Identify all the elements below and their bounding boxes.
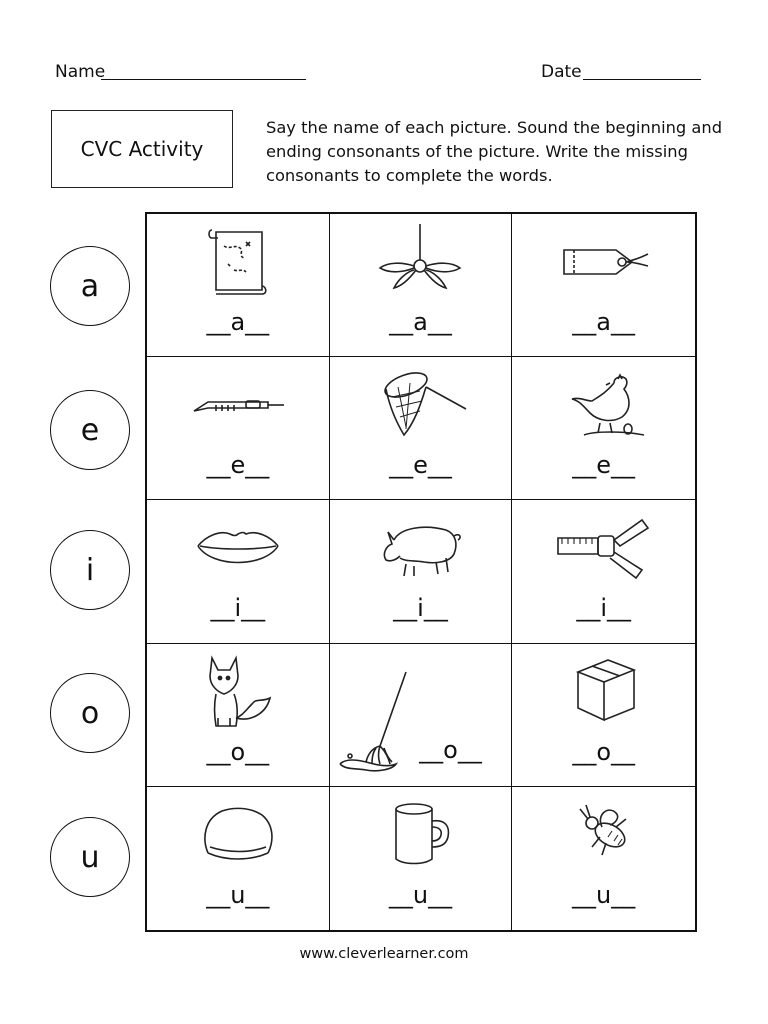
bug-icon — [554, 797, 654, 873]
vowel-letter: o — [80, 695, 100, 731]
mug-icon — [370, 797, 470, 873]
cvc-word[interactable]: __e__ — [572, 451, 636, 480]
bun-icon — [188, 797, 288, 873]
cvc-word[interactable]: __i__ — [210, 594, 266, 623]
grid-cell — [512, 644, 695, 787]
cvc-word[interactable]: __u__ — [206, 880, 270, 909]
picture-grid — [145, 212, 697, 932]
cvc-word[interactable]: __o__ — [419, 735, 482, 764]
vowel-circle-e — [50, 390, 130, 470]
grid-cell — [147, 500, 330, 643]
vowel-letter: a — [80, 268, 100, 304]
cvc-word[interactable]: __u__ — [388, 880, 453, 909]
grid-cell — [147, 357, 330, 500]
cvc-word[interactable]: __u__ — [572, 880, 636, 909]
cvc-word[interactable]: __e__ — [389, 451, 452, 480]
box-icon — [554, 654, 654, 730]
date-label: Date — [541, 62, 582, 82]
vowel-letter: u — [80, 839, 100, 875]
instructions: Say the name of each picture. Sound the beginning and ending consonants of the picture. Write the missing consonants to complete the words. — [266, 118, 723, 185]
cvc-word[interactable]: __i__ — [393, 594, 448, 623]
cvc-word[interactable]: __o__ — [206, 737, 270, 766]
footer-url: www.cleverlearner.com — [299, 946, 469, 962]
grid-cell — [330, 357, 513, 500]
pen-icon — [188, 367, 288, 443]
cvc-word[interactable]: __a__ — [389, 308, 452, 336]
worksheet-title-text: CVC Activity — [80, 137, 204, 161]
grid-cell — [147, 214, 330, 357]
grid-cell — [147, 644, 330, 787]
tag-icon — [554, 224, 654, 300]
vowel-letter: i — [85, 552, 95, 588]
name-label: Name — [55, 62, 106, 82]
grid-cell — [512, 214, 695, 357]
vowel-circle-i — [50, 530, 130, 610]
grid-cell — [147, 787, 330, 930]
hen-icon — [554, 367, 654, 443]
grid-cell — [512, 357, 695, 500]
grid-cell — [512, 787, 695, 930]
date-line[interactable] — [583, 79, 701, 80]
cvc-word[interactable]: __o__ — [572, 737, 635, 766]
vowel-circle-o — [50, 673, 130, 753]
vowel-circle-u — [50, 817, 130, 897]
cvc-word[interactable]: __i__ — [576, 594, 631, 623]
grid-cell — [512, 500, 695, 643]
name-line[interactable] — [101, 79, 306, 80]
vowel-letter: e — [80, 412, 100, 448]
cvc-word[interactable]: __a__ — [572, 308, 636, 336]
fox-icon — [188, 654, 288, 730]
grid-cell — [330, 787, 513, 930]
grid-cell — [330, 644, 513, 787]
cvc-word[interactable]: __a__ — [206, 308, 270, 336]
map-icon — [188, 224, 288, 300]
net-icon — [370, 367, 470, 443]
pig-icon — [370, 510, 470, 586]
cvc-word[interactable]: __e__ — [206, 451, 270, 480]
worksheet-title — [51, 110, 233, 188]
zip-icon — [554, 510, 654, 586]
lips-icon — [188, 510, 288, 586]
grid-cell — [330, 500, 513, 643]
fan-icon — [370, 224, 470, 300]
grid-cell — [330, 214, 513, 357]
vowel-circle-a — [50, 246, 130, 326]
